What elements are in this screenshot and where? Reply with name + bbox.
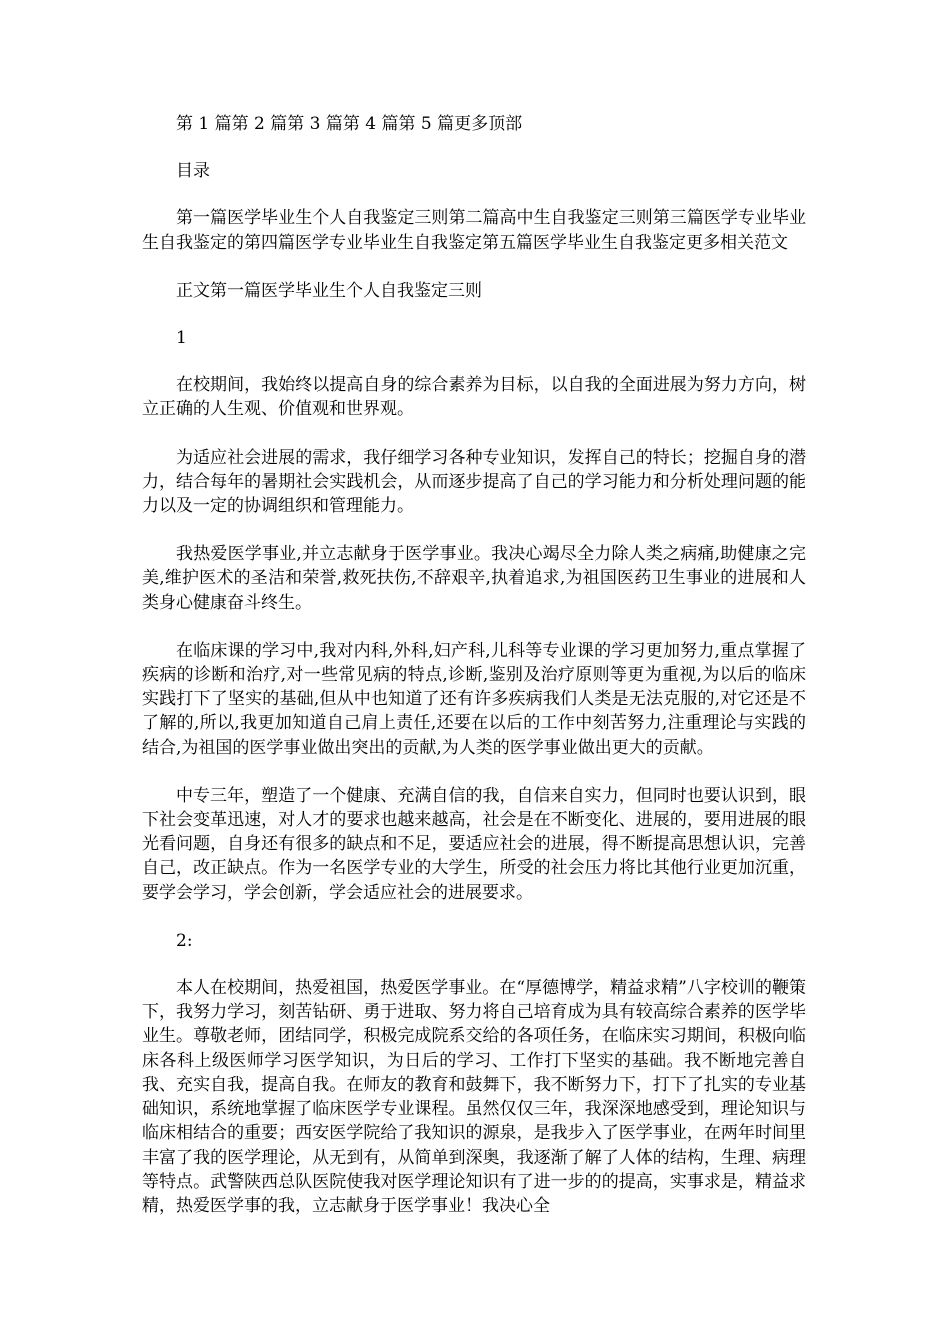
paragraph: 本人在校期间，热爱祖国，热爱医学事业。在“厚德博学，精益求精”八字校训的鞭策下，我努力学习，刻苦钻研、勇于进取、努力将自己培育成为具有较高综合素养的医学毕业生。尊敬老师，团结同学，积极完成院系交给的各项任务，在临床实习期间，积极向临床各科上级医师学习医学知识，为日后的学习、工作打下坚实的基础。我不断地完善自我、充实自我，提高自我。在师友的教育和鼓舞下，我不断努力下，打下了扎实的专业基础知识，系统地掌握了临床医学专业课程。虽然仅仅三年，我深深地感受到，理论知识与临床相结合的重要；西安医学院给了我知识的源泉，是我步入了医学事业，在两年时间里丰富了我的医学理论，从无到有，从简单到深奥，我逐渐了解了人体的结构，生理、病理等特点。武警陕西总队医院使我对医学理论知识有了进一步的的提高，实事求是，精益求精，热爱医学事的我，立志献身于医学事业！我决心全 [142,978,806,1216]
paragraph: 我热爱医学事业,并立志献身于医学事业。我决心竭尽全力除人类之病痛,助健康之完美,维护医术的圣洁和荣誉,救死扶伤,不辞艰辛,执着追求,为祖国医药卫生事业的进展和人类身心健康奋斗终生。 [142,544,806,613]
section-number: 1 [176,328,187,349]
toc-heading: 目录 [176,161,210,182]
paragraph: 在临床课的学习中,我对内科,外科,妇产科,儿科等专业课的学习更加努力,重点掌握了疾病的诊断和治疗,对一些常见病的特点,诊断,鉴别及治疗原则等更为重视,为以后的临床实践打下了坚实的基础,但从中也知道了还有许多疾病我们人类是无法克服的,对它还是不了解的,所以,我更加知道自己肩上责任,还要在以后的工作中刻苦努力,注重理论与实践的结合,为祖国的医学事业做出突出的贡献,为人类的医学事业做出更大的贡献。 [142,640,806,758]
paragraph: 中专三年，塑造了一个健康、充满自信的我，自信来自实力，但同时也要认识到，眼下社会变革迅速，对人才的要求也越来越高，社会是在不断变化、进展的，要用进展的眼光看问题，自身还有很多的缺点和不足，要适应社会的进展，得不断提高思想认识，完善自己，改正缺点。作为一名医学专业的大学生，所受的社会压力将比其他行业更加沉重，要学会学习，学会创新，学会适应社会的进展要求。 [142,785,806,903]
section-number: 2: [176,930,193,951]
chapter-nav-line: 第 1 篇第 2 篇第 3 篇第 4 篇第 5 篇更多顶部 [176,114,523,134]
body-heading: 正文第一篇医学毕业生个人自我鉴定三则 [176,280,482,301]
paragraph: 在校期间，我始终以提高自身的综合素养为目标，以自我的全面进展为努力方向，树立正确的人生观、价值观和世界观。 [142,375,806,420]
paragraph: 为适应社会进展的需求，我仔细学习各种专业知识，发挥自己的特长；挖掘自身的潜力，结合每年的暑期社会实践机会，从而逐步提高了自己的学习能力和分析处理问题的能力以及一定的协调组织和管理能力。 [142,447,806,517]
toc-text: 第一篇医学毕业生个人自我鉴定三则第二篇高中生自我鉴定三则第三篇医学专业毕业生自我鉴定的第四篇医学专业毕业生自我鉴定第五篇医学毕业生自我鉴定更多相关范文 [142,208,806,253]
document-body [142,112,806,1218]
